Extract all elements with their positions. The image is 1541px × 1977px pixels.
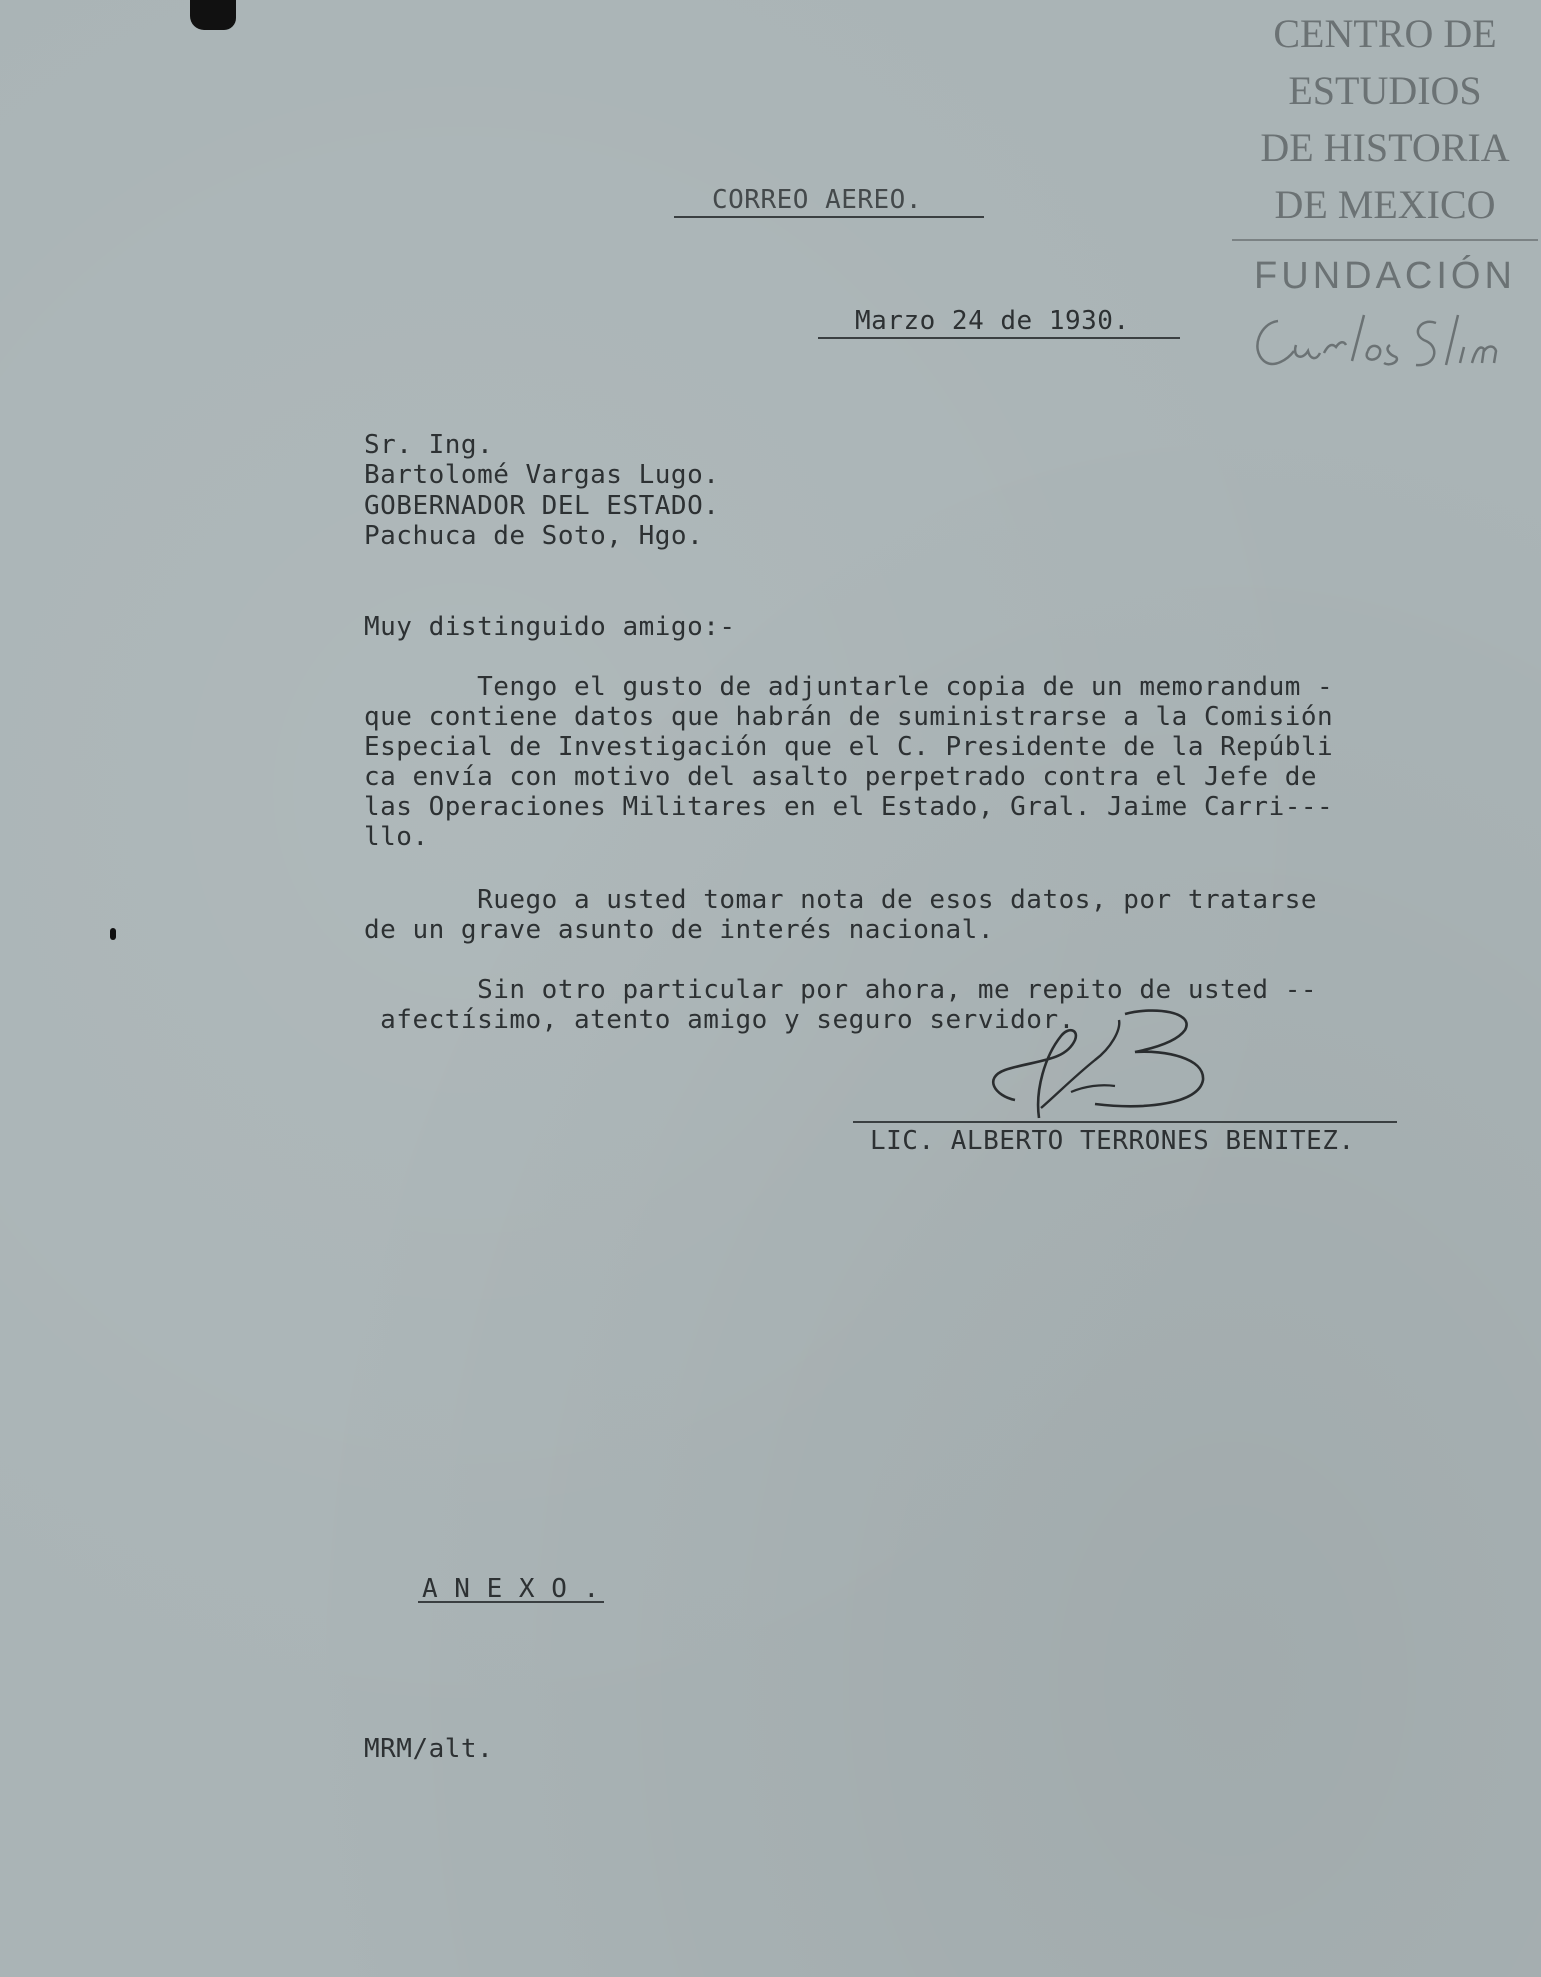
paper-speck xyxy=(110,928,116,940)
stamp-line: DE MEXICO xyxy=(1274,182,1496,227)
letter-date: Marzo 24 de 1930. xyxy=(855,306,1130,336)
stamp-line: ESTUDIOS xyxy=(1288,68,1482,113)
body-line: llo. xyxy=(364,822,429,852)
staple-mark xyxy=(190,0,236,30)
salutation: Muy distinguido amigo:- xyxy=(364,612,736,642)
carlos-slim-signature-logo xyxy=(1240,301,1530,381)
handwritten-signature xyxy=(975,1000,1245,1130)
date-underline xyxy=(818,337,1180,339)
body-line: las Operaciones Militares en el Estado, Gral. Jaime Carri--- xyxy=(364,792,1334,822)
body-line: ca envía con motivo del asalto perpetrado contra el Jefe de xyxy=(364,762,1318,792)
body-line: Especial de Investigación que el C. Presidente de la Repúbli xyxy=(364,732,1334,762)
recipient-line: GOBERNADOR DEL ESTADO. xyxy=(364,491,720,521)
recipient-line: Bartolomé Vargas Lugo. xyxy=(364,460,720,490)
stamp-line: CENTRO DE xyxy=(1273,11,1497,56)
body-line: Tengo el gusto de adjuntarle copia de un memorandum - xyxy=(364,672,1334,702)
reference-initials: MRM/alt. xyxy=(364,1734,494,1764)
signature-line xyxy=(853,1121,1397,1123)
body-line: que contiene datos que habrán de suministrarse a la Comisión xyxy=(364,702,1334,732)
enclosure-underline xyxy=(418,1601,604,1603)
body-line: afectísimo, atento amigo y seguro servidor. xyxy=(364,1005,1075,1035)
body-line: de un grave asunto de interés nacional. xyxy=(364,915,994,945)
stamp-divider xyxy=(1232,239,1538,241)
recipient-line: Pachuca de Soto, Hgo. xyxy=(364,521,704,551)
header-underline xyxy=(674,216,984,218)
stamp-line: DE HISTORIA xyxy=(1260,125,1510,170)
enclosure-label: A N E X O . xyxy=(422,1574,600,1604)
correo-aereo-header: CORREO AEREO. xyxy=(712,185,922,215)
body-line: Ruego a usted tomar nota de esos datos, por tratarse xyxy=(364,885,1318,915)
archive-stamp xyxy=(1232,5,1538,381)
signer-name: LIC. ALBERTO TERRONES BENITEZ. xyxy=(870,1126,1355,1156)
recipient-line: Sr. Ing. xyxy=(364,430,494,460)
stamp-foundation: FUNDACIÓN xyxy=(1254,255,1516,297)
body-line: Sin otro particular por ahora, me repito de usted -- xyxy=(364,975,1318,1005)
